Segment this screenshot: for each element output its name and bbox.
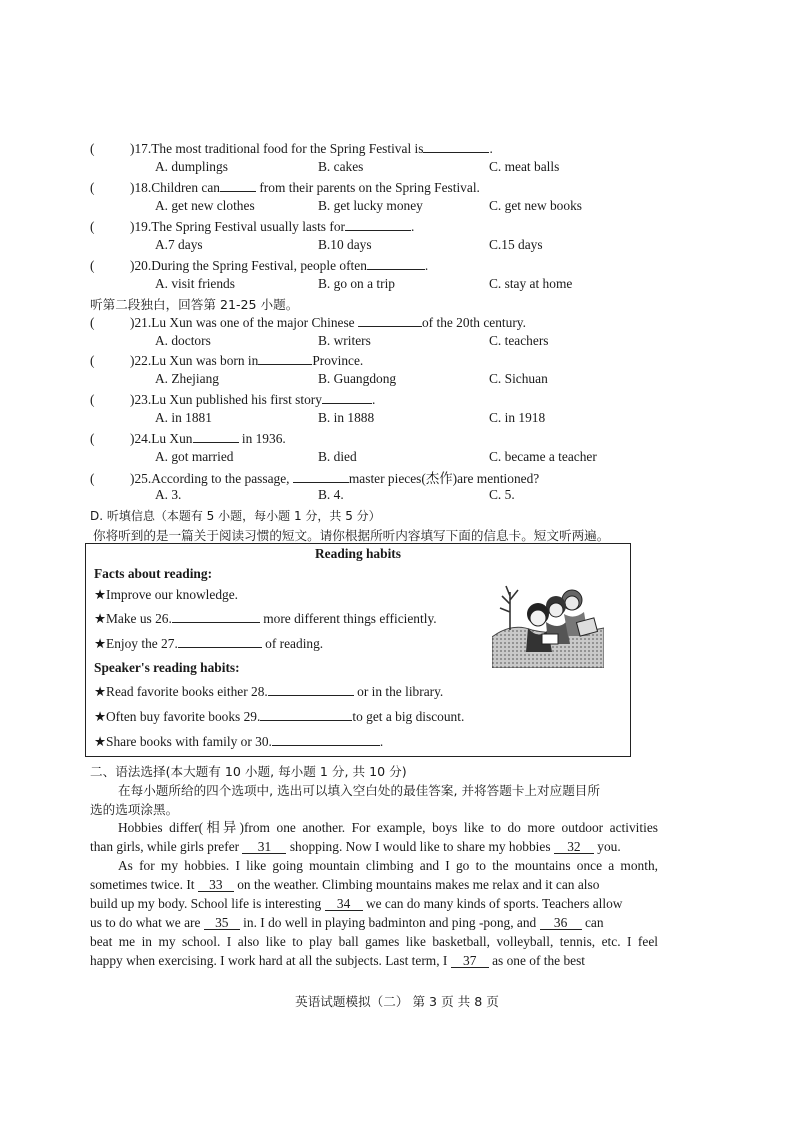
question-number: )23. xyxy=(130,392,152,407)
question-stem xyxy=(90,140,493,157)
answer-paren[interactable]: ( xyxy=(90,180,95,195)
card-title: Reading habits xyxy=(315,546,401,561)
answer-blank[interactable] xyxy=(193,430,239,443)
blank-32[interactable]: 32 xyxy=(554,840,594,854)
habit-3: ★Share books with family or 30. . xyxy=(94,734,384,749)
passage-line: Hobbies differ(相异)from one another. For example, boys like to do more outdoor activities xyxy=(118,820,658,835)
question-text: Lu Xun was one of the major Chinese xyxy=(151,315,358,330)
page-footer: 英语试题模拟（二） 第 3 页 共 8 页 xyxy=(295,994,499,1009)
section-d-title: D. 听填信息（本题有 5 小题，每小题 1 分，共 5 分） xyxy=(90,509,381,523)
question-text: Province. xyxy=(312,353,364,368)
answer-blank[interactable] xyxy=(322,391,372,404)
question-stem xyxy=(90,468,539,487)
answer-paren[interactable]: ( xyxy=(90,431,95,446)
option-b[interactable]: B. died xyxy=(318,449,357,464)
fact-3: ★Enjoy the 27. of reading. xyxy=(94,636,324,651)
option-a[interactable]: A.7 days xyxy=(155,237,203,252)
option-b[interactable]: B. 4. xyxy=(318,487,344,502)
question-number: )24. xyxy=(130,431,152,446)
answer-paren[interactable]: ( xyxy=(90,141,95,156)
blank-29[interactable] xyxy=(260,708,352,721)
question-stem xyxy=(90,257,428,274)
question-text: in 1936. xyxy=(238,431,286,446)
question-stem xyxy=(90,314,526,331)
facts-heading: Facts about reading: xyxy=(94,566,213,581)
blank-28[interactable] xyxy=(268,683,354,696)
reading-habits-card xyxy=(85,543,631,757)
option-a[interactable]: A. in 1881 xyxy=(155,410,212,425)
option-c[interactable]: C. became a teacher xyxy=(489,449,597,464)
passage-line: happy when exercising. I work hard at all the subjects. Last term, I 37 as one of the best xyxy=(90,953,586,968)
section2-instruction-1: 在每小题所给的四个选项中, 选出可以填入空白处的最佳答案, 并将答题卡上对应题目所 xyxy=(118,783,600,798)
habit-2: ★Often buy favorite books 29. to get a big discount. xyxy=(94,709,465,724)
star-icon: ★ xyxy=(94,684,107,699)
option-a[interactable]: A. doctors xyxy=(155,333,211,348)
question-text: Lu Xun xyxy=(151,431,193,446)
question-text: from their parents on the Spring Festival. xyxy=(256,180,480,195)
passage-line: sometimes twice. It 33 on the weather. Climbing mountains makes me relax and it can also xyxy=(90,877,600,892)
section2-instruction-2: 选的选项涂黑。 xyxy=(90,802,179,817)
answer-paren[interactable]: ( xyxy=(90,258,95,273)
answer-paren[interactable]: ( xyxy=(90,471,95,486)
passage-line: beat me in my school. I also like to play ball games like basketball, volleyball, tennis, etc. I feel xyxy=(90,934,658,949)
option-c[interactable]: C.15 days xyxy=(489,237,543,252)
question-text: The Spring Festival usually lasts for xyxy=(151,219,345,234)
question-text: . xyxy=(410,219,415,234)
question-text: . xyxy=(424,258,429,273)
passage-line: build up my body. School life is interesting 34 we can do many kinds of sports. Teachers allow xyxy=(90,896,623,911)
option-b[interactable]: B. go on a trip xyxy=(318,276,395,291)
question-number: )25. xyxy=(130,471,152,486)
blank-26[interactable] xyxy=(172,610,260,623)
section2-title: 二、语法选择(本大题有 10 小题, 每小题 1 分, 共 10 分) xyxy=(90,764,407,779)
option-c[interactable]: C. meat balls xyxy=(489,159,560,174)
option-c[interactable]: C. stay at home xyxy=(489,276,573,291)
question-text: of the 20th century. xyxy=(421,315,526,330)
section-listen2-heading: 听第二段独白，回答第 21-25 小题。 xyxy=(90,297,299,312)
question-number: )18. xyxy=(130,180,152,195)
question-text: . xyxy=(489,141,493,156)
option-c[interactable]: C. teachers xyxy=(489,333,549,348)
question-number: )21. xyxy=(130,315,152,330)
question-number: )17. xyxy=(130,141,152,156)
question-stem xyxy=(90,218,414,235)
question-text: Lu Xun was born in xyxy=(151,353,259,368)
option-c[interactable]: C. 5. xyxy=(489,487,515,502)
question-number: )22. xyxy=(130,353,152,368)
answer-paren[interactable]: ( xyxy=(90,219,95,234)
answer-paren[interactable]: ( xyxy=(90,353,95,368)
answer-blank[interactable] xyxy=(423,140,489,153)
option-c[interactable]: C. get new books xyxy=(489,198,582,213)
question-number: )20. xyxy=(130,258,152,273)
star-icon: ★ xyxy=(94,611,107,626)
answer-blank[interactable] xyxy=(258,352,312,365)
question-text: master pieces(杰作)are mentioned? xyxy=(348,471,540,486)
blank-34[interactable]: 34 xyxy=(325,897,363,911)
option-a[interactable]: A. visit friends xyxy=(155,276,235,291)
question-text: Children can xyxy=(151,180,220,195)
fact-1: ★Improve our knowledge. xyxy=(94,587,239,602)
answer-blank[interactable] xyxy=(367,257,425,270)
option-a[interactable]: A. 3. xyxy=(155,487,182,502)
option-b[interactable]: B. writers xyxy=(318,333,371,348)
option-b[interactable]: B. cakes xyxy=(318,159,364,174)
blank-30[interactable] xyxy=(272,733,380,746)
option-b[interactable]: B. in 1888 xyxy=(318,410,375,425)
option-c[interactable]: C. in 1918 xyxy=(489,410,546,425)
answer-blank[interactable] xyxy=(358,314,422,327)
answer-blank[interactable] xyxy=(293,470,349,483)
question-text: Lu Xun published his first story xyxy=(151,392,322,407)
question-text: During the Spring Festival, people often xyxy=(151,258,367,273)
question-text: According to the passage, xyxy=(151,471,293,486)
option-a[interactable]: A. get new clothes xyxy=(155,198,255,213)
grammar-passage xyxy=(90,818,658,970)
option-a[interactable]: A. dumplings xyxy=(155,159,228,174)
star-icon: ★ xyxy=(94,709,107,724)
question-number: )19. xyxy=(130,219,152,234)
answer-blank[interactable] xyxy=(220,179,256,192)
fact-2: ★Make us 26. more different things efficiently. xyxy=(94,611,437,626)
habits-heading: Speaker's reading habits: xyxy=(94,660,240,675)
question-text: The most traditional food for the Spring Festival is xyxy=(151,141,424,156)
answer-paren[interactable]: ( xyxy=(90,315,95,330)
blank-36[interactable]: 36 xyxy=(540,916,582,930)
option-b[interactable]: B. Guangdong xyxy=(318,371,397,386)
star-icon: ★ xyxy=(94,734,107,749)
blank-37[interactable]: 37 xyxy=(451,954,489,968)
passage-line: us to do what we are 35 in. I do well in playing badminton and ping -pong, and 36 can xyxy=(90,915,604,930)
question-stem xyxy=(90,391,375,408)
passage-line: than girls, while girls prefer 31 shopping. Now I would like to share my hobbies 32 you. xyxy=(90,839,621,854)
question-stem xyxy=(90,179,480,196)
question-stem xyxy=(90,430,286,447)
option-b[interactable]: B.10 days xyxy=(318,237,372,252)
option-b[interactable]: B. get lucky money xyxy=(318,198,423,213)
section-d-instruction: 你将听到的是一篇关于阅读习惯的短文。请你根据所听内容填写下面的信息卡。短文听两遍。 xyxy=(93,528,610,543)
option-a[interactable]: A. got married xyxy=(155,449,234,464)
answer-blank[interactable] xyxy=(345,218,411,231)
option-a[interactable]: A. Zhejiang xyxy=(155,371,219,386)
star-icon: ★ xyxy=(94,636,107,651)
question-text: . xyxy=(371,392,376,407)
blank-35[interactable]: 35 xyxy=(204,916,240,930)
passage-line: As for my hobbies. I like going mountain climbing and I go to the mountains once a month, xyxy=(118,858,658,873)
habit-1: ★Read favorite books either 28. or in the library. xyxy=(94,684,444,699)
option-c[interactable]: C. Sichuan xyxy=(489,371,548,386)
star-icon: ★ xyxy=(94,587,107,602)
question-stem xyxy=(90,352,363,369)
blank-31[interactable]: 31 xyxy=(242,840,286,854)
blank-33[interactable]: 33 xyxy=(198,878,234,892)
answer-paren[interactable]: ( xyxy=(90,392,95,407)
children-reading-illustration xyxy=(492,582,604,668)
blank-27[interactable] xyxy=(178,635,262,648)
